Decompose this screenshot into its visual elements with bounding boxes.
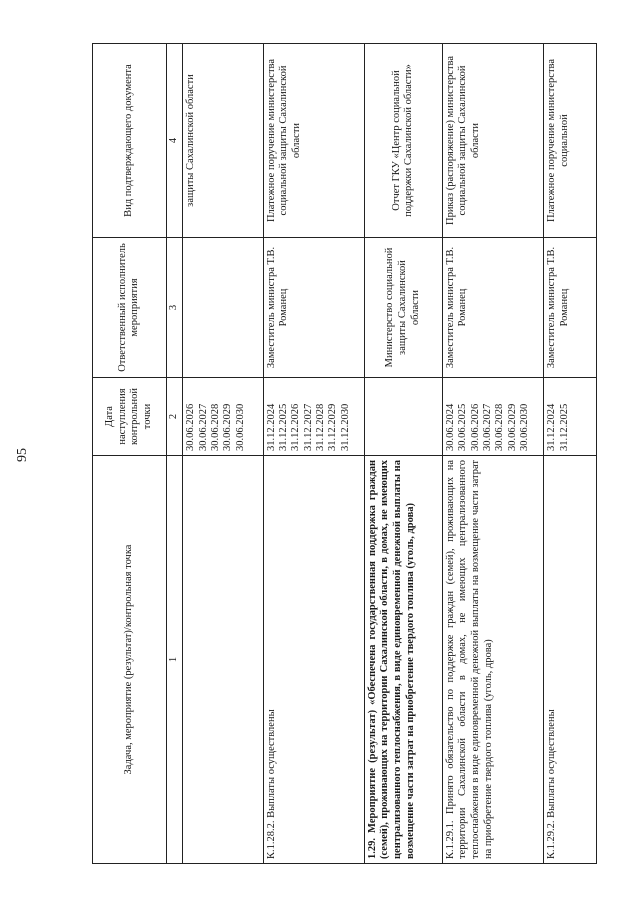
- table-row: [544, 44, 597, 864]
- date-value: 31.12.2024: [546, 403, 558, 451]
- document-cell: защиты Сахалинской области: [183, 44, 263, 238]
- task-cell: 1.29. Мероприятие (результат) «Обеспечена государственная поддержка граждан (семей), проживающих на территории Сахалинской области, в домах, не имеющих централизованного теплоснабжения, в виде единовременной денежной выплаты на возмещение части затрат на приобретение твердого топлива (уголь, дрова): [364, 456, 442, 864]
- date-value: 31.12.2024: [265, 403, 277, 451]
- task-cell: К.1.29.2. Выплаты осуществлены: [544, 456, 597, 864]
- date-value: 31.12.2029: [327, 403, 339, 451]
- document-cell: Платежное поручение министерства социальной защиты Сахалинской области: [263, 44, 364, 238]
- page-number: 95: [15, 448, 30, 462]
- header-responsible: Ответственный исполнитель мероприятия: [93, 238, 167, 378]
- responsible-cell: Министерство социальной защиты Сахалинской области: [364, 238, 442, 378]
- date-value: 30.06.2026: [185, 403, 197, 451]
- date-value: 30.06.2030: [234, 403, 246, 451]
- date-cell: [183, 378, 263, 456]
- date-value: 31.12.2025: [277, 403, 289, 451]
- table-row: [263, 44, 364, 864]
- date-value: 30.06.2026: [469, 403, 481, 451]
- date-value: 31.12.2028: [315, 403, 326, 451]
- date-value: 31.12.2025: [558, 403, 570, 451]
- responsible-cell: Заместитель министра Т.В. Романец: [263, 238, 364, 378]
- task-cell: К.1.29.1. Принято обязательство по поддержке граждан (семей), проживающих на территории Сахалинской области в домах, не имеющих централизованного теплоснабжения в виде единовременной денежной выплаты на возмещение части затрат на приобретение твердого топлива (уголь, дрова): [442, 456, 543, 864]
- date-value: 30.06.2027: [197, 403, 209, 451]
- responsible-cell: Заместитель министра Т.В. Романец: [544, 238, 597, 378]
- responsible-cell: [183, 238, 263, 378]
- task-cell: К.1.28.2. Выплаты осуществлены: [263, 456, 364, 864]
- column-number: 2: [166, 378, 182, 456]
- header-row: [93, 44, 167, 864]
- date-value: 30.06.2028: [210, 403, 222, 451]
- responsible-cell: Заместитель министра Т.В. Романец: [442, 238, 543, 378]
- date-value: 30.06.2024: [444, 403, 456, 451]
- document-cell: Приказ (распоряжение) министерства социальной защиты Сахалинской области: [442, 44, 543, 238]
- date-value: 30.06.2029: [222, 403, 234, 451]
- control-points-table: [92, 43, 597, 864]
- date-value: 30.06.2030: [519, 403, 531, 451]
- column-number: 3: [166, 238, 182, 378]
- column-number: 1: [166, 456, 182, 864]
- document-cell: Платежное поручение министерства социальной: [544, 44, 597, 238]
- header-task: Задача, мероприятие (результат)/контрольная точка: [93, 456, 167, 864]
- date-cell: [544, 378, 597, 456]
- table-row: [183, 44, 263, 864]
- document-cell: Отчет ГКУ «Центр социальной поддержки Сахалинской области»: [364, 44, 442, 238]
- date-cell: [442, 378, 543, 456]
- date-value: 30.06.2027: [482, 403, 493, 451]
- date-value: 30.06.2029: [506, 403, 518, 451]
- header-document: Вид подтверждающего документа: [93, 44, 167, 238]
- control-points-table-rotated: [92, 44, 597, 864]
- date-value: 31.12.2030: [339, 403, 351, 451]
- date-cell: [364, 378, 442, 456]
- date-cell: [263, 378, 364, 456]
- header-date: Дата наступления контрольной точки: [93, 378, 167, 456]
- date-value: 31.12.2026: [290, 403, 302, 451]
- date-value: 30.06.2025: [457, 403, 469, 451]
- table-row: [442, 44, 543, 864]
- column-number: 4: [166, 44, 182, 238]
- task-cell: [183, 456, 263, 864]
- column-number-row: [166, 44, 182, 864]
- date-value: 30.06.2028: [494, 403, 506, 451]
- table-row: [364, 44, 442, 864]
- date-value: 31.12.2027: [302, 403, 314, 451]
